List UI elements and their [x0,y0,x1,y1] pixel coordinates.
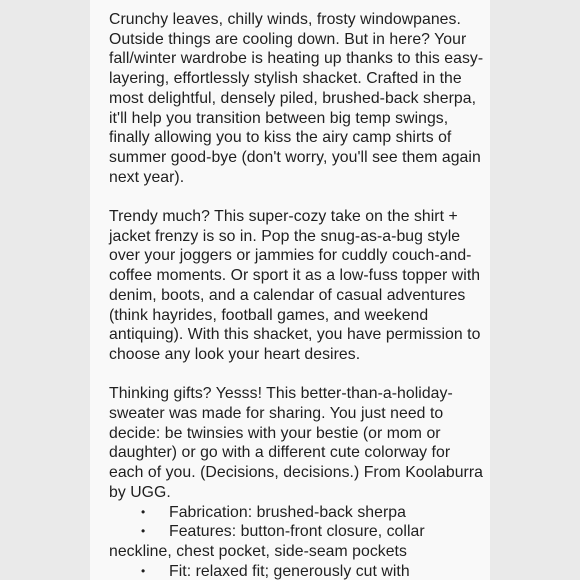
bullet-icon: • [141,504,146,519]
feature-text: Fabrication: brushed-back sherpa [169,503,406,521]
product-description-panel [90,0,490,580]
feature-list [109,503,484,580]
description-paragraph-2: Trendy much? This super-cozy take on the shirt + jacket frenzy is so in. Pop the snug-as-a-bug style over your joggers or jammies for cuddly couch-and-coffee moments. Or sport it as a low-fuss topper with denim, boots, and a calendar of casual adventures (think hayrides, football games, and weekend antiquing). With this shacket, you have permission to choose any look your heart desires. [109,208,481,363]
feature-text: Fit: relaxed fit; generously cut with [169,562,410,580]
left-margin [0,0,90,580]
feature-item-fit [109,562,484,580]
feature-text: Features: button-front closure, collar neckline, chest pocket, side-seam pockets [109,523,425,560]
description-paragraph-3: Thinking gifts? Yesss! This better-than-a-holiday-sweater was made for sharing. You just need to decide: be twinsies with your bestie (or mom or daughter) or go with a different cute colorway for each of you. (Decisions, decisions.) From Koolaburra by UGG. [109,385,483,501]
bullet-icon: • [141,563,146,578]
description-paragraph-1: Crunchy leaves, chilly winds, frosty windowpanes. Outside things are cooling down. But in here? Your fall/winter wardrobe is heating up thanks to this easy-layering, effortlessly stylish shacket. Crafted in the most delightful, densely piled, brushed-back sherpa, it'll help you transition between big temp swings, finally allowing you to kiss the airy camp shirts of summer good-bye (don't worry, you'll see them again next year). [109,11,484,186]
bullet-icon: • [141,524,146,539]
description-text [109,10,484,580]
feature-item-features [109,522,484,561]
feature-item-fabrication [109,503,484,523]
right-margin [490,0,580,580]
